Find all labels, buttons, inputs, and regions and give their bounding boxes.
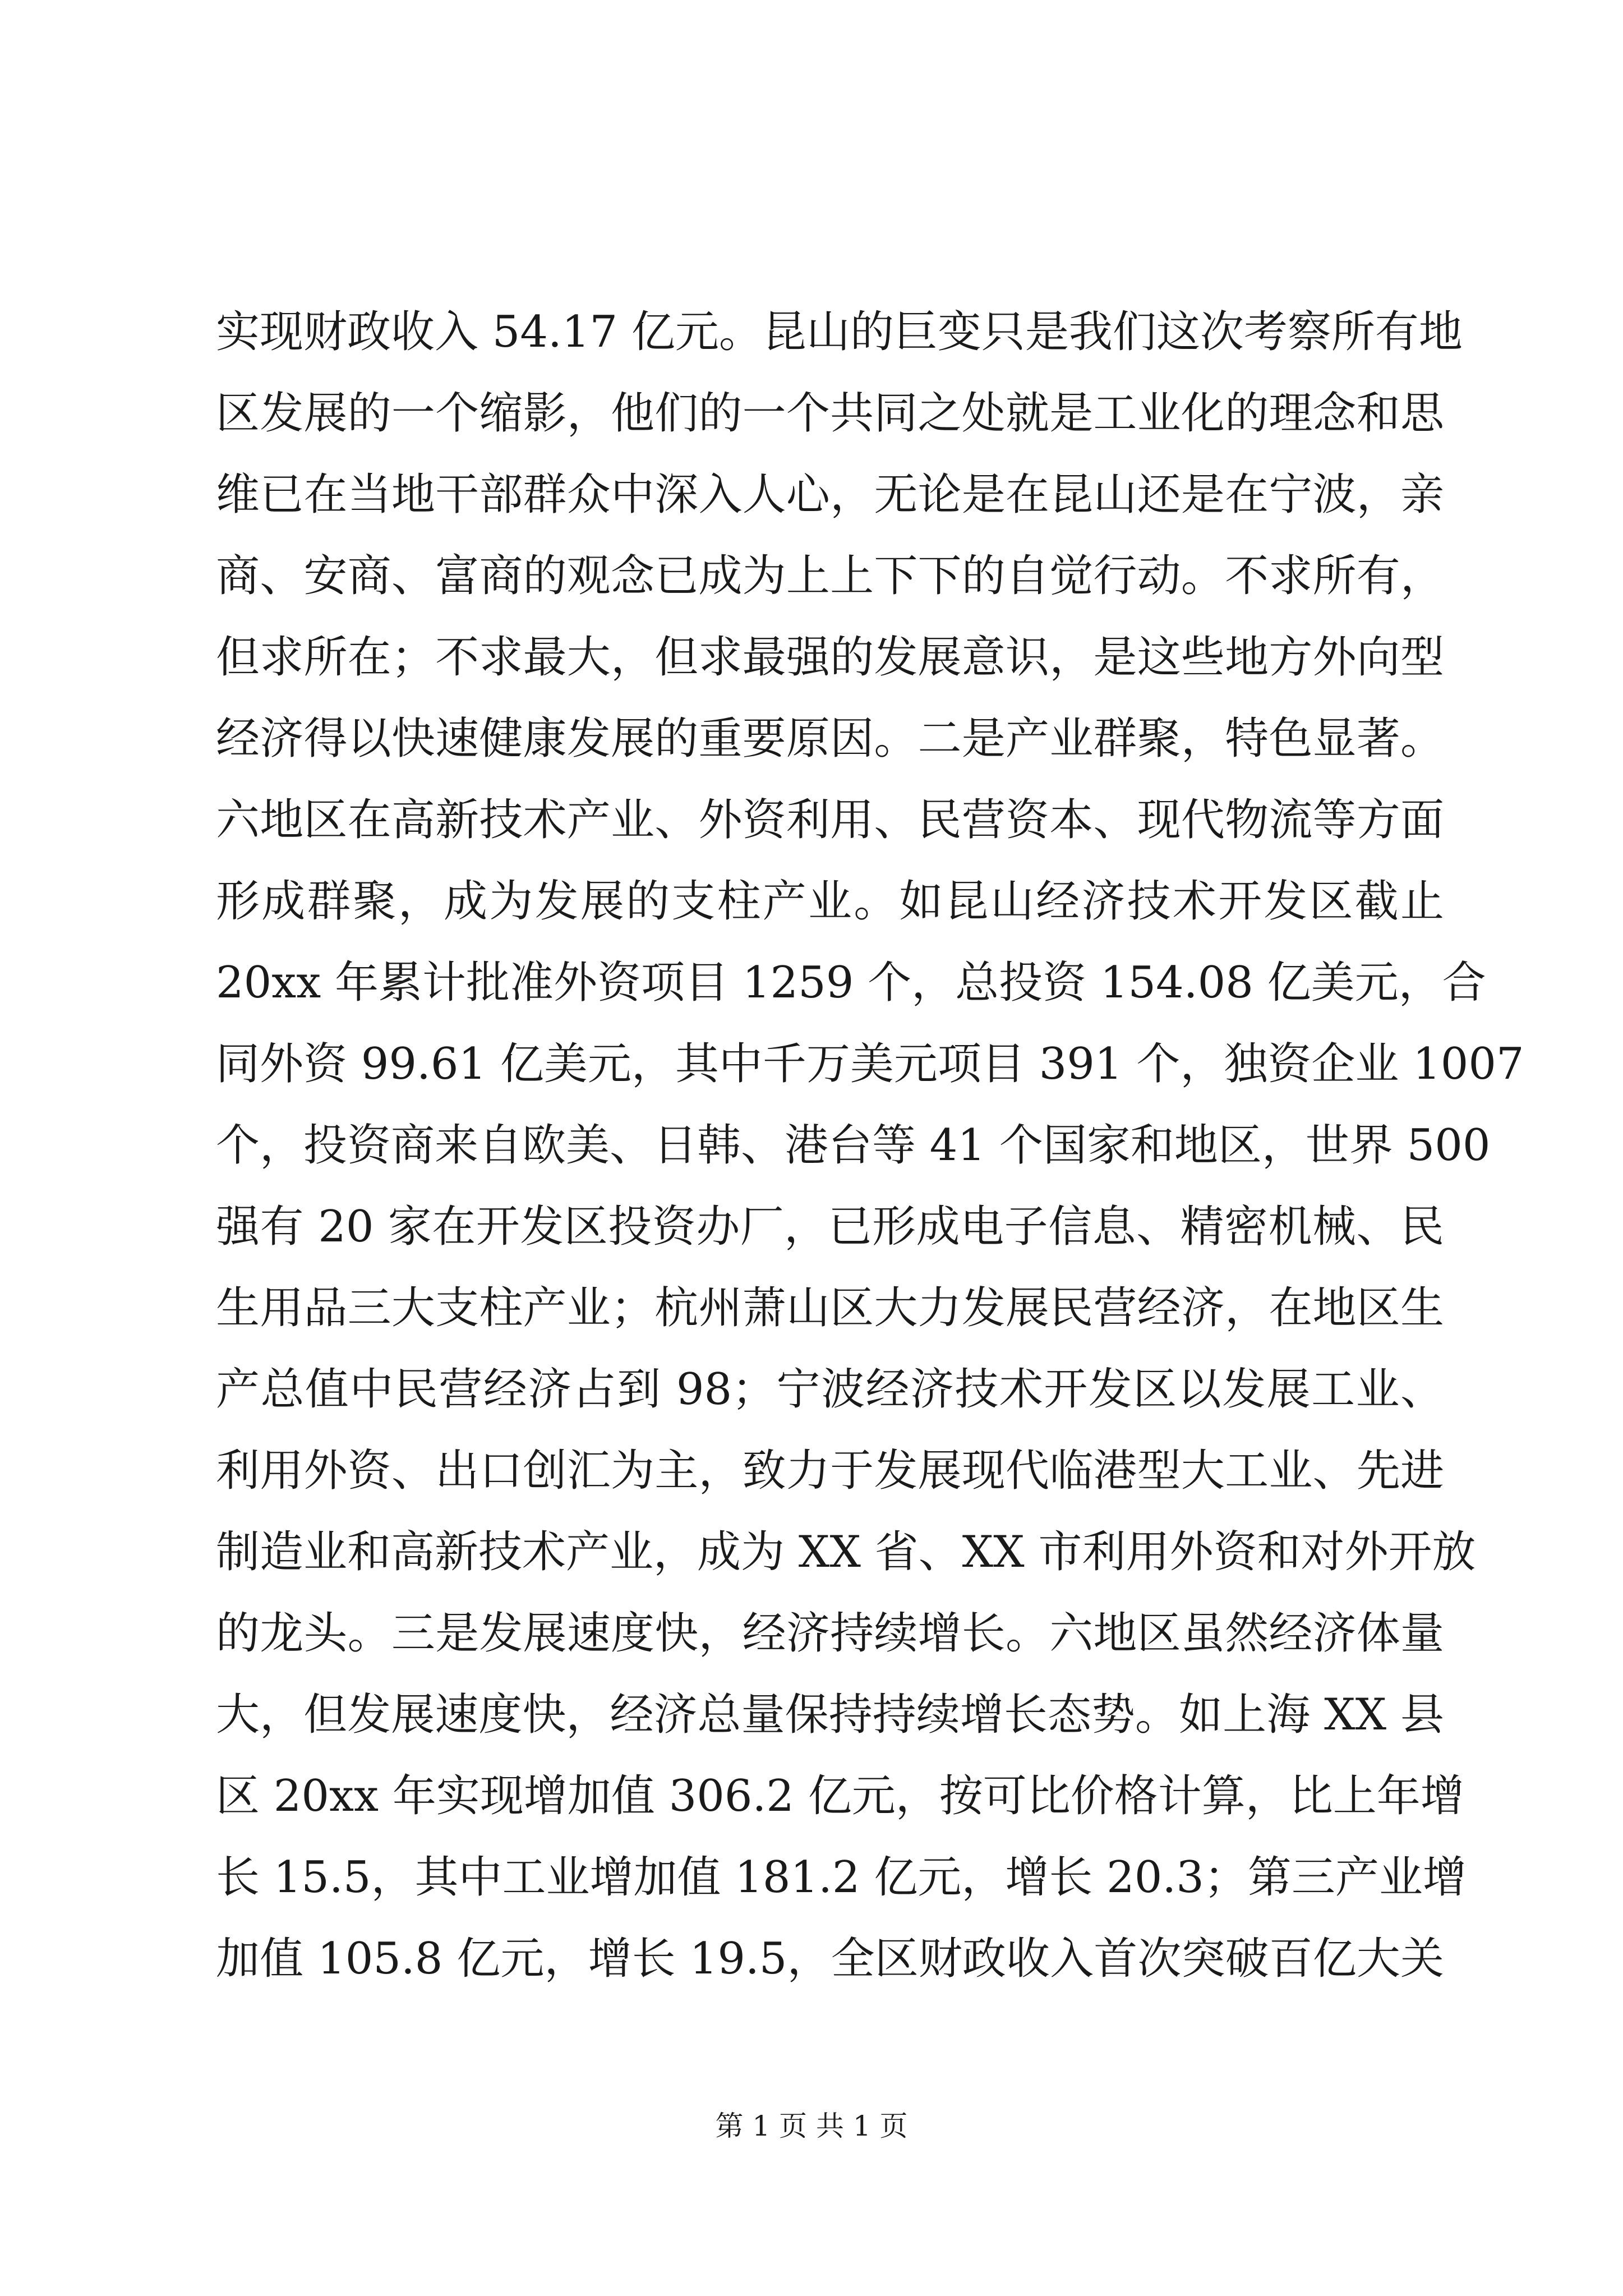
body-paragraph bbox=[216, 292, 1524, 2000]
text-line: 实现财政收入 54.17 亿元。昆山的巨变只是我们这次考察所有地 bbox=[216, 307, 1463, 357]
text-line: 加值 105.8 亿元，增长 19.5，全区财政收入首次突破百亿大关 bbox=[216, 1934, 1444, 1984]
text-line: 区 20xx 年实现增加值 306.2 亿元，按可比价格计算，比上年增 bbox=[216, 1771, 1464, 1821]
text-line: 大，但发展速度快，经济总量保持持续增长态势。如上海 XX 县 bbox=[216, 1690, 1444, 1740]
text-line: 生用品三大支柱产业；杭州萧山区大力发展民营经济，在地区生 bbox=[216, 1283, 1444, 1333]
text-line: 维已在当地干部群众中深入人心，无论是在昆山还是在宁波，亲 bbox=[216, 470, 1444, 520]
text-line: 六地区在高新技术产业、外资利用、民营资本、现代物流等方面 bbox=[216, 795, 1444, 845]
text-line: 利用外资、出口创汇为主，致力于发展现代临港型大工业、先进 bbox=[216, 1446, 1444, 1496]
text-line: 长 15.5，其中工业增加值 181.2 亿元，增长 20.3；第三产业增 bbox=[216, 1852, 1467, 1903]
text-line: 个，投资商来自欧美、日韩、港台等 41 个国家和地区，世界 500 bbox=[216, 1120, 1491, 1171]
text-line: 强有 20 家在开发区投资办厂，已形成电子信息、精密机械、民 bbox=[216, 1202, 1444, 1252]
text-line: 产总值中民营经济占到 98；宁波经济技术开发区以发展工业、 bbox=[216, 1364, 1444, 1415]
text-line: 同外资 99.61 亿美元，其中千万美元项目 391 个，独资企业 1007 bbox=[216, 1039, 1524, 1089]
text-line: 但求所在；不求最大，但求最强的发展意识，是这些地方外向型 bbox=[216, 632, 1444, 683]
text-line: 商、安商、富商的观念已成为上上下下的自觉行动。不求所有， bbox=[216, 551, 1444, 601]
text-line: 制造业和高新技术产业，成为 XX 省、XX 市利用外资和对外开放 bbox=[216, 1527, 1476, 1577]
text-line: 形成群聚，成为发展的支柱产业。如昆山经济技术开发区截止 bbox=[216, 876, 1444, 927]
text-line: 区发展的一个缩影，他们的一个共同之处就是工业化的理念和思 bbox=[216, 388, 1444, 439]
page-footer bbox=[0, 2106, 1623, 2146]
text-line: 的龙头。三是发展速度快，经济持续增长。六地区虽然经济体量 bbox=[216, 1608, 1444, 1659]
text-line: 20xx 年累计批准外资项目 1259 个，总投资 154.08 亿美元，合 bbox=[216, 958, 1486, 1008]
text-line: 经济得以快速健康发展的重要原因。二是产业群聚，特色显著。 bbox=[216, 714, 1444, 764]
page-number-label: 第 1 页 共 1 页 bbox=[715, 2110, 908, 2142]
